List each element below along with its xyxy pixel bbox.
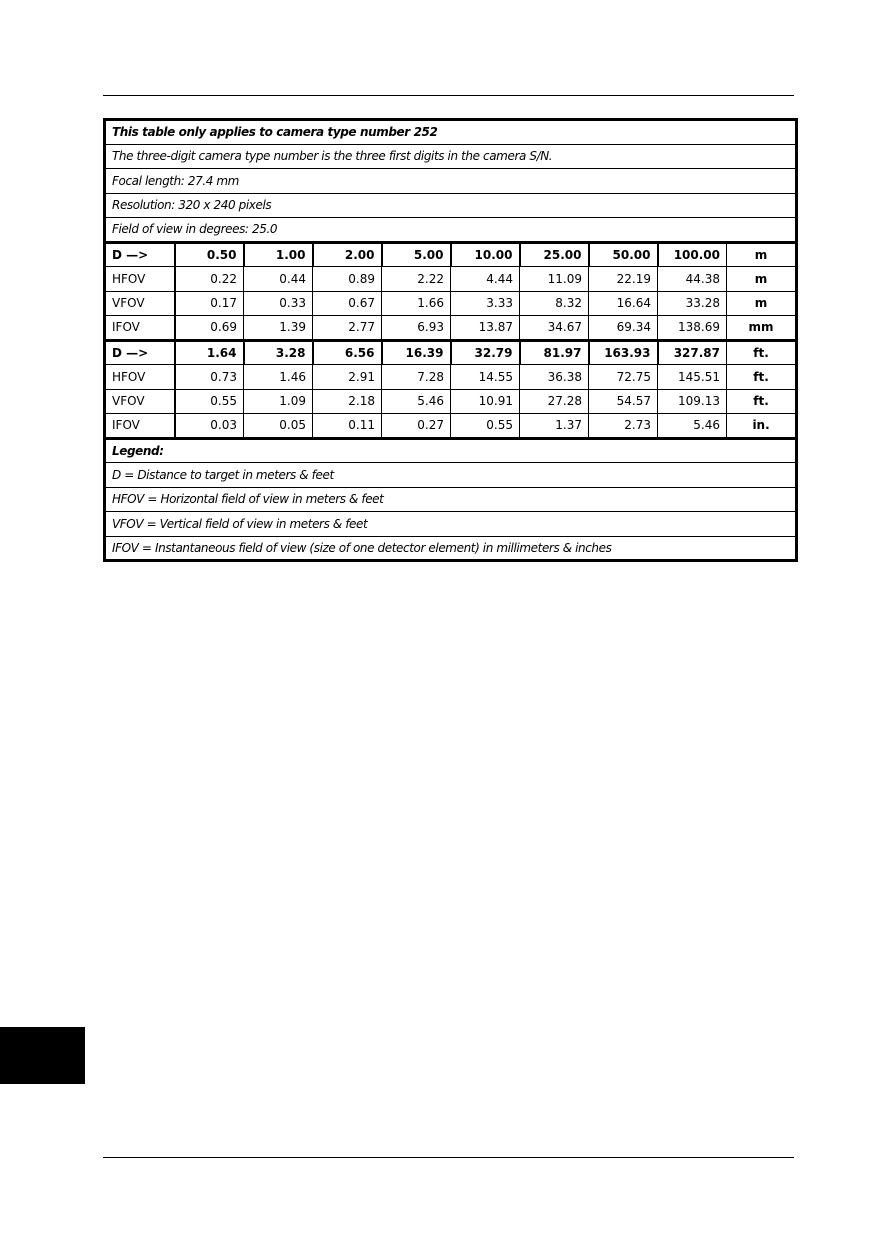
value-cell: 138.69 bbox=[658, 316, 727, 341]
row-label: HFOV bbox=[105, 365, 175, 390]
unit-cell: m bbox=[727, 267, 797, 292]
distance-cell: 81.97 bbox=[520, 340, 589, 365]
unit-cell: in. bbox=[727, 414, 797, 439]
table-row bbox=[105, 389, 797, 414]
row-label: IFOV bbox=[105, 316, 175, 341]
distance-cell: 10.00 bbox=[451, 242, 520, 267]
unit-cell: ft. bbox=[727, 340, 797, 365]
value-cell: 4.44 bbox=[451, 267, 520, 292]
value-cell: 34.67 bbox=[520, 316, 589, 341]
value-cell: 14.55 bbox=[451, 365, 520, 390]
distance-cell: 6.56 bbox=[313, 340, 382, 365]
field-of-view-note: Field of view in degrees: 25.0 bbox=[105, 218, 797, 243]
footer-rule bbox=[103, 1157, 794, 1158]
legend-item: D = Distance to target in meters & feet bbox=[105, 463, 797, 488]
legend-item: VFOV = Vertical field of view in meters & feet bbox=[105, 512, 797, 537]
value-cell: 33.28 bbox=[658, 291, 727, 316]
value-cell: 0.11 bbox=[313, 414, 382, 439]
value-cell: 0.33 bbox=[244, 291, 313, 316]
table-title: This table only applies to camera type number 252 bbox=[105, 120, 797, 145]
distance-cell: 1.64 bbox=[175, 340, 244, 365]
unit-cell: m bbox=[727, 291, 797, 316]
camera-type-note: The three-digit camera type number is the three first digits in the camera S/N. bbox=[105, 144, 797, 169]
table-row bbox=[105, 365, 797, 390]
table-row bbox=[105, 414, 797, 439]
imperial-distance-row bbox=[105, 340, 797, 365]
value-cell: 109.13 bbox=[658, 389, 727, 414]
value-cell: 1.66 bbox=[382, 291, 451, 316]
value-cell: 7.28 bbox=[382, 365, 451, 390]
distance-label: D —> bbox=[105, 340, 175, 365]
distance-cell: 50.00 bbox=[589, 242, 658, 267]
value-cell: 54.57 bbox=[589, 389, 658, 414]
value-cell: 0.69 bbox=[175, 316, 244, 341]
legend-item: IFOV = Instantaneous field of view (size of one detector element) in millimeters & inches bbox=[105, 536, 797, 561]
value-cell: 0.44 bbox=[244, 267, 313, 292]
value-cell: 1.46 bbox=[244, 365, 313, 390]
value-cell: 8.32 bbox=[520, 291, 589, 316]
value-cell: 1.39 bbox=[244, 316, 313, 341]
focal-length-note: Focal length: 27.4 mm bbox=[105, 169, 797, 194]
value-cell: 11.09 bbox=[520, 267, 589, 292]
distance-cell: 0.50 bbox=[175, 242, 244, 267]
value-cell: 22.19 bbox=[589, 267, 658, 292]
row-label: VFOV bbox=[105, 291, 175, 316]
value-cell: 36.38 bbox=[520, 365, 589, 390]
value-cell: 0.22 bbox=[175, 267, 244, 292]
distance-cell: 2.00 bbox=[313, 242, 382, 267]
value-cell: 72.75 bbox=[589, 365, 658, 390]
unit-cell: ft. bbox=[727, 365, 797, 390]
value-cell: 0.89 bbox=[313, 267, 382, 292]
field-of-view-table bbox=[103, 118, 798, 562]
unit-cell: ft. bbox=[727, 389, 797, 414]
value-cell: 44.38 bbox=[658, 267, 727, 292]
distance-cell: 1.00 bbox=[244, 242, 313, 267]
value-cell: 1.09 bbox=[244, 389, 313, 414]
distance-cell: 16.39 bbox=[382, 340, 451, 365]
chapter-tab bbox=[0, 1027, 85, 1084]
value-cell: 5.46 bbox=[382, 389, 451, 414]
value-cell: 0.17 bbox=[175, 291, 244, 316]
header-rule bbox=[103, 95, 794, 96]
table-row bbox=[105, 267, 797, 292]
distance-label: D —> bbox=[105, 242, 175, 267]
value-cell: 2.22 bbox=[382, 267, 451, 292]
value-cell: 0.55 bbox=[175, 389, 244, 414]
distance-cell: 163.93 bbox=[589, 340, 658, 365]
value-cell: 0.05 bbox=[244, 414, 313, 439]
value-cell: 6.93 bbox=[382, 316, 451, 341]
distance-cell: 100.00 bbox=[658, 242, 727, 267]
value-cell: 2.18 bbox=[313, 389, 382, 414]
legend-title: Legend: bbox=[105, 438, 797, 463]
value-cell: 5.46 bbox=[658, 414, 727, 439]
value-cell: 2.73 bbox=[589, 414, 658, 439]
value-cell: 69.34 bbox=[589, 316, 658, 341]
value-cell: 0.03 bbox=[175, 414, 244, 439]
row-label: VFOV bbox=[105, 389, 175, 414]
value-cell: 145.51 bbox=[658, 365, 727, 390]
row-label: IFOV bbox=[105, 414, 175, 439]
value-cell: 10.91 bbox=[451, 389, 520, 414]
distance-cell: 32.79 bbox=[451, 340, 520, 365]
value-cell: 0.67 bbox=[313, 291, 382, 316]
value-cell: 2.77 bbox=[313, 316, 382, 341]
value-cell: 2.91 bbox=[313, 365, 382, 390]
value-cell: 3.33 bbox=[451, 291, 520, 316]
unit-cell: m bbox=[727, 242, 797, 267]
value-cell: 16.64 bbox=[589, 291, 658, 316]
value-cell: 13.87 bbox=[451, 316, 520, 341]
distance-cell: 3.28 bbox=[244, 340, 313, 365]
value-cell: 0.27 bbox=[382, 414, 451, 439]
resolution-note: Resolution: 320 x 240 pixels bbox=[105, 193, 797, 218]
distance-cell: 5.00 bbox=[382, 242, 451, 267]
value-cell: 1.37 bbox=[520, 414, 589, 439]
table-row bbox=[105, 316, 797, 341]
value-cell: 0.73 bbox=[175, 365, 244, 390]
unit-cell: mm bbox=[727, 316, 797, 341]
row-label: HFOV bbox=[105, 267, 175, 292]
distance-cell: 327.87 bbox=[658, 340, 727, 365]
value-cell: 0.55 bbox=[451, 414, 520, 439]
value-cell: 27.28 bbox=[520, 389, 589, 414]
distance-cell: 25.00 bbox=[520, 242, 589, 267]
table-row bbox=[105, 291, 797, 316]
legend-item: HFOV = Horizontal field of view in meters & feet bbox=[105, 487, 797, 512]
metric-distance-row bbox=[105, 242, 797, 267]
